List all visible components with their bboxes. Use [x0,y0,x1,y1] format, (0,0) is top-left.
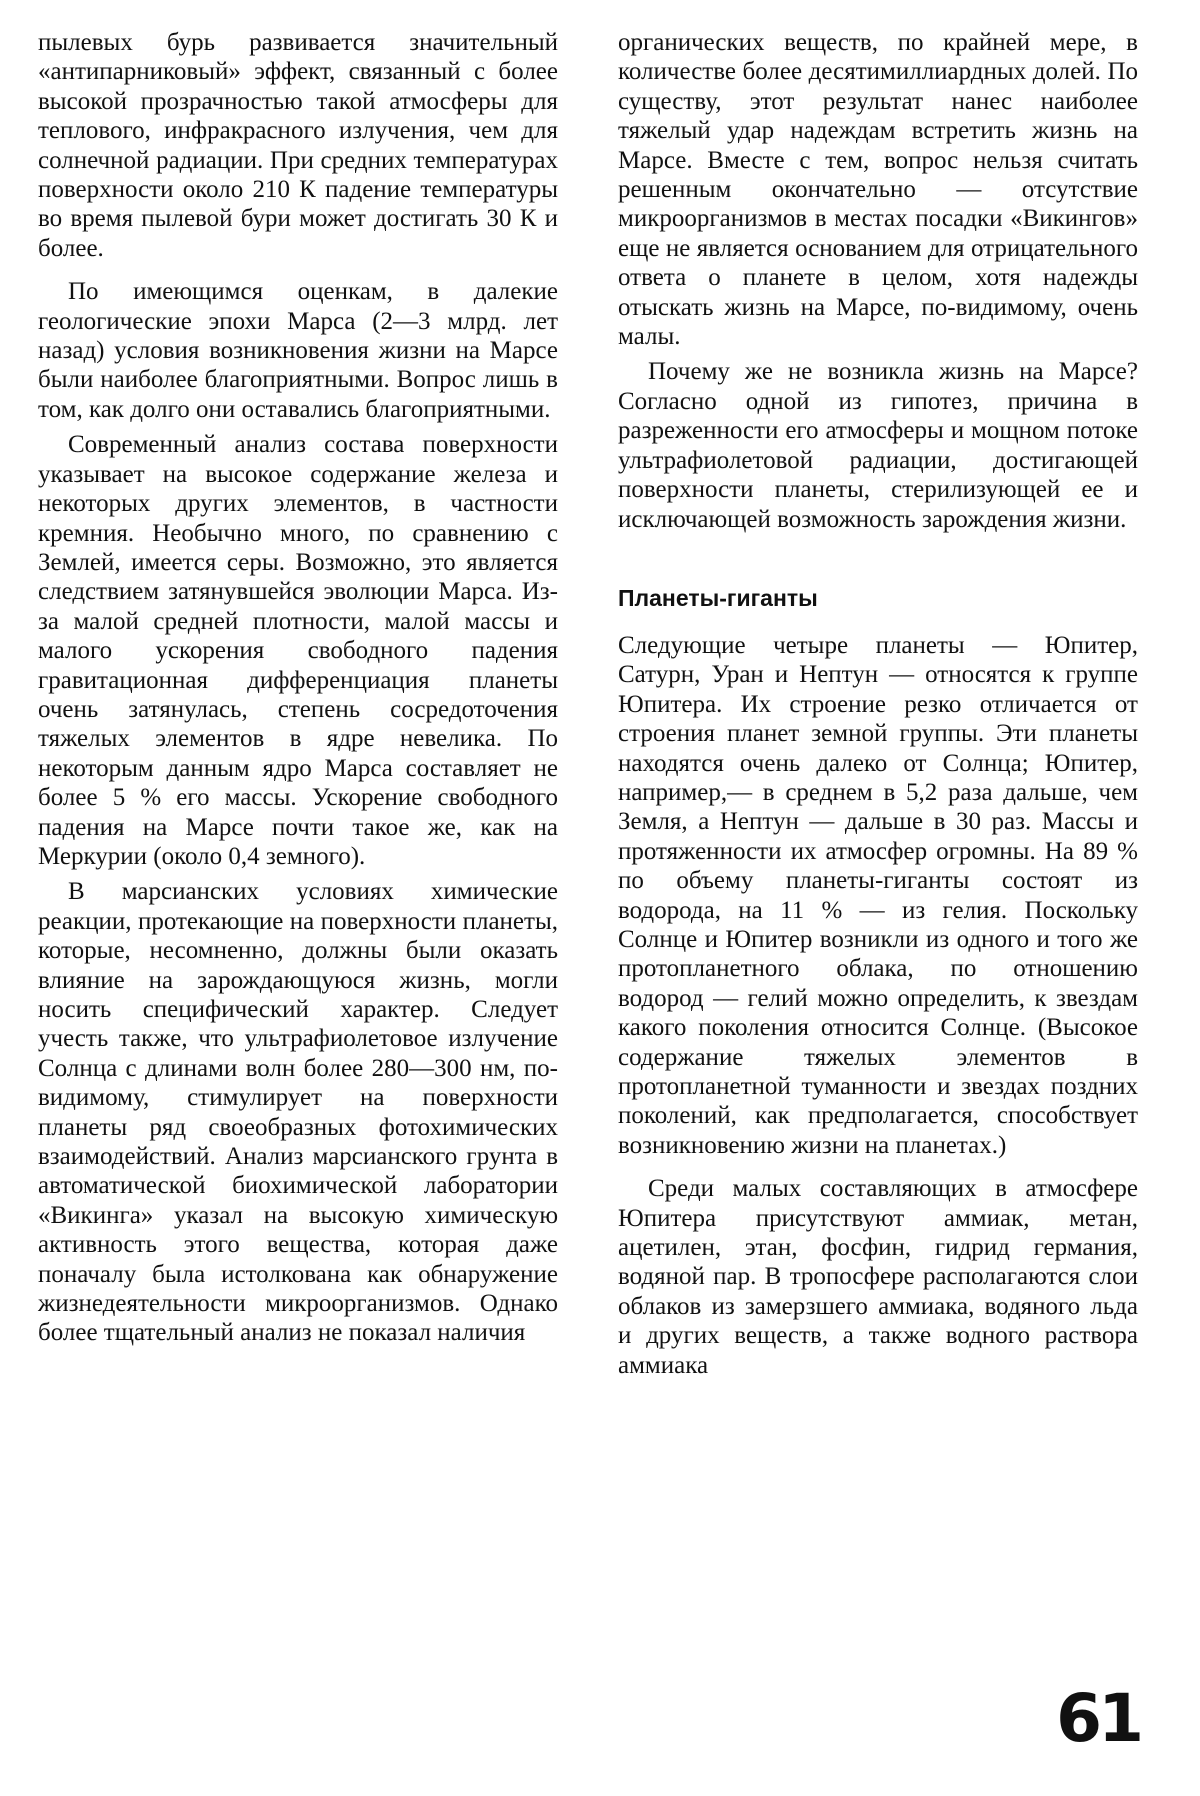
left-text-column [38,28,558,1348]
paragraph: Следующие четыре планеты — Юпитер, Сатурн, Уран и Нептун — относятся к группе Юпитера. Их строение резко отличается от строения планет земной группы. Эти планеты находятся очень далеко от Солнца; Юпитер, например,— в среднем в 5,2 раза дальше, чем Земля, а Нептун — дальше в 30 раз. Массы и протяженности их атмосфер огромны. На 89 % по объему планеты-гиганты состоят из водорода, на 11 % — из гелия. Поскольку Солнце и Юпитер возникли из одного и того же протопланетного облака, по отношению водород — гелий можно определить, к звездам какого поколения относится Солнце. (Высокое содержание тяжелых элементов в протопланетной туманности и звездах поздних поколений, как предполагается, способствует возникновению жизни на планетах.) [618,631,1138,1159]
page-number: 61 [1056,1680,1140,1757]
paragraph: По имеющимся оценкам, в далекие геологические эпохи Марса (2—3 млрд. лет назад) условия возникновения жизни на Марсе были наиболее благоприятными. Вопрос лишь в том, как долго они оставались благоприятными. [38,278,558,423]
paragraph: пылевых бурь развивается значительный «антипарниковый» эффект, связанный с более высокой прозрачностью такой атмосферы для теплового, инфракрасного излучения, чем для солнечной радиации. При средних температурах поверхности около 210 К падение температуры во время пылевой бури может достигать 30 К и более. [38,29,558,262]
paragraph: Современный анализ состава поверхности указывает на высокое содержание железа и некоторых других элементов, в частности кремния. Необычно много, по сравнению с Землей, имеется серы. Возможно, это является следствием затянувшейся эволюции Марса. Из-за малой средней плотности, малой массы и малого ускорения свободного падения гравитационная дифференциация планеты очень затянулась, степень сосредоточения тяжелых элементов в ядре невелика. По некоторым данным ядро Марса составляет не более 5 % его массы. Ускорение свободного падения на Марсе почти такое же, как на Меркурии (около 0,4 земного). [38,431,558,870]
right-text-column [618,28,1138,1380]
paragraph: органических веществ, по крайней мере, в количестве более десятимиллиардных долей. По существу, этот результат нанес наиболее тяжелый удар надеждам встретить жизнь на Марсе. Вместе с тем, вопрос нельзя считать решенным окончательно — отсутствие микроорганизмов в местах посадки «Викингов» еще не является основанием для отрицательного ответа о планете в целом, хотя надежды отыскать жизнь на Марсе, по-видимому, очень малы. [618,29,1138,351]
paragraph: В марсианских условиях химические реакции, протекающие на поверхности планеты, которые, несомненно, должны были оказать влияние на зарождающуюся жизнь, могли носить специфический характер. Следует учесть также, что ультрафиолетовое излучение Солнца с длинами волн более 280—300 нм, по-видимому, стимулирует на поверхности планеты ряд своеобразных фотохимических взаимодействий. Анализ марсианского грунта в автоматической биохимической лаборатории «Викинга» указал на высокую химическую активность этого вещества, которая даже поначалу была истолкована как обнаружение жизнедеятельности микроорганизмов. Однако более тщательный анализ не показал наличия [38,878,558,1347]
section-heading: Планеты-гиганты [618,584,818,611]
paragraph: Среди малых составляющих в атмосфере Юпитера присутствуют аммиак, метан, ацетилен, этан, фосфин, гидрид германия, водяной пар. В тропосфере располагаются слои облаков из замерзшего аммиака, водяного льда и других веществ, а также водного раствора аммиака [618,1175,1138,1379]
paragraph: Почему же не возникла жизнь на Марсе? Согласно одной из гипотез, причина в разреженности его атмосферы и мощном потоке ультрафиолетовой радиации, достигающей поверхности планеты, стерилизующей ее и исключающей возможность зарождения жизни. [618,358,1138,533]
